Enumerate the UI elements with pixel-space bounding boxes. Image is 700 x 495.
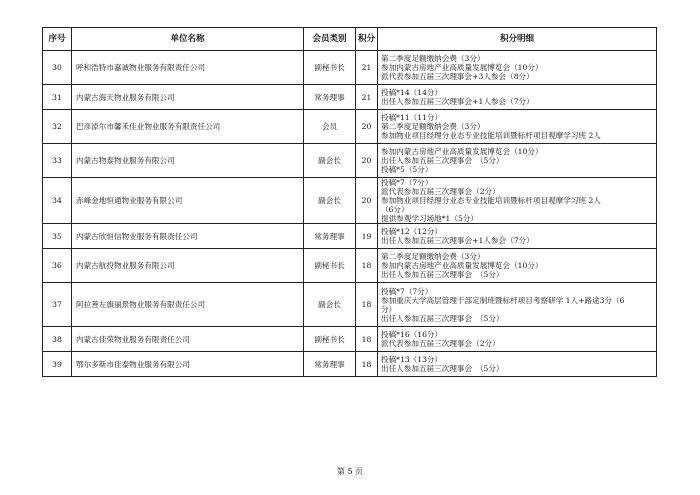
detail-line: 参加重庆大学高层管理干部定制班暨标杆项目考察研学 1人+路途3分（6 [381, 295, 625, 305]
detail-line: 投稿*11（11分） [381, 113, 443, 122]
row-member-type: 副会长 [304, 144, 356, 178]
row-unit-name: 巴彦淖尔市馨禾佳业物业服务有限责任公司 [72, 110, 304, 144]
detail-line: 第二季度足额缴纳会费（3分） [381, 252, 485, 261]
row-points: 21 [356, 85, 378, 110]
row-points: 20 [356, 144, 378, 178]
table-row [43, 144, 657, 178]
detail-line: 出任人参加五届三次理事会+1人参会（7分） [381, 97, 534, 106]
table-row [43, 249, 657, 283]
row-unit-name: 内蒙古海天物业服务有限公司 [72, 85, 304, 110]
row-member-type: 常务理事 [304, 224, 356, 249]
detail-line: 投稿*7（7分） [381, 178, 433, 187]
detail-line: 投稿*12（12分） [381, 227, 443, 236]
detail-line: 参加物业项目经理分业态专业技能培训暨标杆项目观摩学习班 2人 [381, 196, 601, 205]
row-unit-name: 赤峰金地恒通物业服务有限公司 [72, 178, 304, 224]
row-unit-name: 阿拉善左旗丽景物业服务有限责任公司 [72, 283, 304, 327]
row-serial-no: 36 [43, 249, 72, 283]
header-points: 积分 [356, 28, 378, 51]
row-points: 18 [356, 327, 378, 352]
row-serial-no: 32 [43, 110, 72, 144]
detail-line: 出任人参加五届三次理事会 （5分） [381, 313, 504, 323]
row-points: 21 [356, 51, 378, 85]
detail-line: 参加内蒙古房地产业高质量发展博览会（10分） [381, 261, 543, 270]
row-serial-no: 39 [43, 352, 72, 377]
detail-line: 派代表参加五届三次理事会+3人参会（8分） [381, 72, 534, 81]
row-member-type: 常务理事 [304, 85, 356, 110]
detail-line: 投稿*5（5分） [381, 165, 433, 174]
row-member-type: 副会长 [304, 283, 356, 327]
table-row [43, 352, 657, 377]
detail-line: 出任人参加五届三次理事会 （5分） [381, 156, 504, 165]
detail-line: 投稿*7（7分） [381, 286, 433, 296]
row-member-type: 副会长 [304, 178, 356, 224]
detail-line: 第二季度足额缴纳会费（3分） [381, 54, 485, 63]
detail-line: 出任人参加五届三次理事会+1人参会（7分） [381, 236, 534, 245]
detail-line: 派代表参加五届三次理事会（2分） [381, 187, 500, 196]
detail-line: 投稿*13（13分） [381, 355, 443, 364]
row-points: 20 [356, 178, 378, 224]
table-row [43, 51, 657, 85]
row-serial-no: 34 [43, 178, 72, 224]
header-serial-no: 序号 [43, 28, 72, 51]
detail-line: （6分） [381, 205, 409, 214]
detail-line: 第二季度足额缴纳会费（3分） [381, 122, 485, 131]
row-member-type: 副秘书长 [304, 249, 356, 283]
row-points: 18 [356, 352, 378, 377]
table-row [43, 178, 657, 224]
header-points-detail: 积分明细 [378, 28, 657, 51]
row-member-type: 常务理事 [304, 352, 356, 377]
page-number: 第 5 页 [336, 467, 364, 476]
points-table [42, 27, 657, 377]
table-row [43, 110, 657, 144]
detail-line: 投稿*16（16分） [381, 330, 443, 339]
detail-line: 派代表参加五届三次理事会（2分） [381, 339, 500, 348]
row-unit-name: 鄂尔多斯市佳泰物业服务有限公司 [72, 352, 304, 377]
row-points-detail [378, 283, 657, 327]
row-points-detail [378, 224, 657, 249]
row-unit-name: 内蒙古航投物业服务有限公司 [72, 249, 304, 283]
detail-line: 参加物业项目经理分业态专业技能培训暨标杆项目观摩学习班 2人 [381, 131, 601, 140]
table-row [43, 85, 657, 110]
row-points-detail [378, 110, 657, 144]
row-points-detail [378, 327, 657, 352]
table-body [43, 51, 657, 377]
detail-line: 出任人参加五届三次理事会 （5分） [381, 270, 504, 279]
row-points-detail [378, 178, 657, 224]
header-unit-name: 单位名称 [72, 28, 304, 51]
row-serial-no: 31 [43, 85, 72, 110]
row-unit-name: 内蒙古佳荣物业服务有限责任公司 [72, 327, 304, 352]
row-points-detail [378, 51, 657, 85]
header-member-type: 会员类别 [304, 28, 356, 51]
detail-line: 参加内蒙古房地产业高质量发展博览会（10分） [381, 63, 543, 72]
table-header-row [43, 28, 657, 51]
row-points: 18 [356, 249, 378, 283]
row-points: 19 [356, 224, 378, 249]
table-row [43, 327, 657, 352]
row-serial-no: 30 [43, 51, 72, 85]
row-serial-no: 33 [43, 144, 72, 178]
row-unit-name: 内蒙古欣恒信物业服务有限责任公司 [72, 224, 304, 249]
table-row [43, 224, 657, 249]
row-points: 20 [356, 110, 378, 144]
detail-line: 分） [381, 304, 397, 314]
row-points: 18 [356, 283, 378, 327]
row-points-detail [378, 352, 657, 377]
row-member-type: 副秘书长 [304, 327, 356, 352]
row-serial-no: 37 [43, 283, 72, 327]
detail-line: 提供参观学习场地*1（5分） [381, 214, 478, 223]
row-member-type: 副秘书长 [304, 51, 356, 85]
row-member-type: 会员 [304, 110, 356, 144]
row-points-detail [378, 144, 657, 178]
row-unit-name: 呼和浩特市嘉诚物业服务有限责任公司 [72, 51, 304, 85]
row-points-detail [378, 85, 657, 110]
detail-line: 参加内蒙古房地产业高质量发展博览会（10分） [381, 147, 543, 156]
row-unit-name: 内蒙古物泰物业服务有限公司 [72, 144, 304, 178]
detail-line: 出任人参加五届三次理事会 （5分） [381, 364, 504, 373]
row-serial-no: 35 [43, 224, 72, 249]
table-row [43, 283, 657, 327]
row-points-detail [378, 249, 657, 283]
detail-line: 投稿*14（14分） [381, 88, 443, 97]
row-serial-no: 38 [43, 327, 72, 352]
